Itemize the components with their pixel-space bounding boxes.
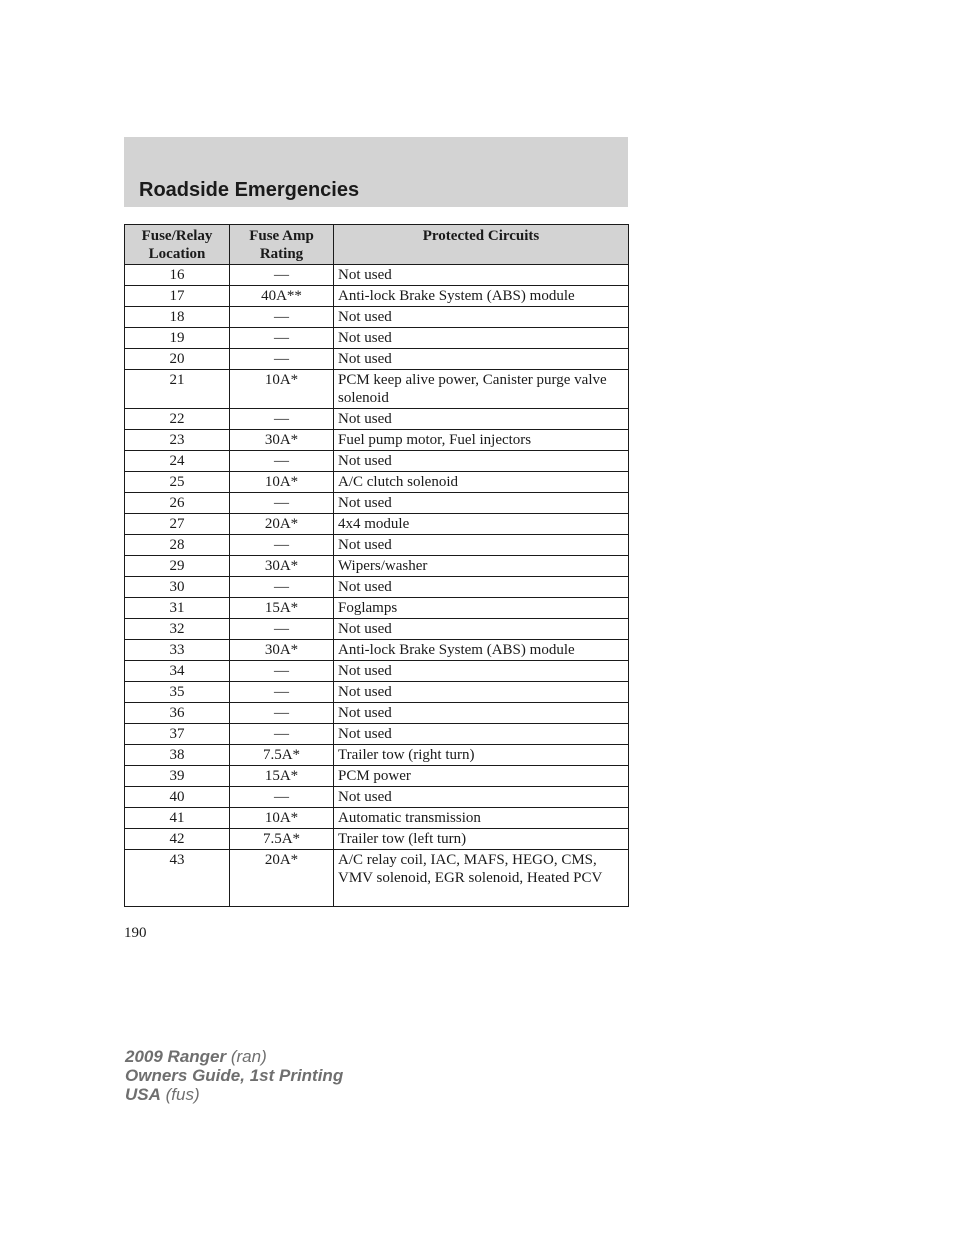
fuse-rating-cell: 10A* <box>230 472 334 493</box>
protected-circuits-cell: Not used <box>334 328 629 349</box>
footer-market-code: (fus) <box>165 1085 200 1104</box>
protected-circuits-cell: Not used <box>334 349 629 370</box>
table-row <box>125 535 629 556</box>
fuse-location-cell: 43 <box>125 850 230 907</box>
fuse-location-cell: 20 <box>125 349 230 370</box>
footer-market: USA <box>125 1085 161 1104</box>
column-header-rating: Fuse Amp Rating <box>230 225 334 265</box>
protected-circuits-cell: Not used <box>334 409 629 430</box>
fuse-location-cell: 40 <box>125 787 230 808</box>
protected-circuits-cell: Anti-lock Brake System (ABS) module <box>334 640 629 661</box>
fuse-location-cell: 25 <box>125 472 230 493</box>
fuse-rating-cell: 15A* <box>230 766 334 787</box>
fuse-location-cell: 35 <box>125 682 230 703</box>
protected-circuits-cell: Anti-lock Brake System (ABS) module <box>334 286 629 307</box>
protected-circuits-cell: Automatic transmission <box>334 808 629 829</box>
protected-circuits-cell: 4x4 module <box>334 514 629 535</box>
fuse-rating-cell: — <box>230 703 334 724</box>
table-row <box>125 829 629 850</box>
section-header-band <box>124 137 628 207</box>
fuse-rating-cell: 30A* <box>230 640 334 661</box>
table-row <box>125 766 629 787</box>
fuse-location-cell: 32 <box>125 619 230 640</box>
fuse-location-cell: 22 <box>125 409 230 430</box>
fuse-rating-cell: 30A* <box>230 556 334 577</box>
table-row <box>125 430 629 451</box>
fuse-rating-cell: 40A** <box>230 286 334 307</box>
fuse-location-cell: 30 <box>125 577 230 598</box>
footer-line-market <box>125 1085 343 1104</box>
protected-circuits-cell: Not used <box>334 265 629 286</box>
fuse-location-cell: 29 <box>125 556 230 577</box>
fuse-rating-cell: 15A* <box>230 598 334 619</box>
footer <box>125 1047 343 1104</box>
column-header-circuits: Protected Circuits <box>334 225 629 265</box>
table-row <box>125 703 629 724</box>
protected-circuits-cell: Trailer tow (right turn) <box>334 745 629 766</box>
fuse-location-cell: 19 <box>125 328 230 349</box>
protected-circuits-cell: Wipers/washer <box>334 556 629 577</box>
fuse-rating-cell: — <box>230 787 334 808</box>
table-row <box>125 307 629 328</box>
table-row <box>125 787 629 808</box>
fuse-location-cell: 34 <box>125 661 230 682</box>
table-row <box>125 472 629 493</box>
fuse-location-cell: 21 <box>125 370 230 409</box>
protected-circuits-cell: Not used <box>334 451 629 472</box>
table-row <box>125 850 629 907</box>
fuse-rating-cell: — <box>230 493 334 514</box>
fuse-location-cell: 23 <box>125 430 230 451</box>
fuse-rating-cell: 30A* <box>230 430 334 451</box>
protected-circuits-cell: PCM keep alive power, Canister purge valve solenoid <box>334 370 629 409</box>
fuse-rating-cell: — <box>230 451 334 472</box>
table-row <box>125 745 629 766</box>
protected-circuits-cell: Foglamps <box>334 598 629 619</box>
fuse-location-cell: 28 <box>125 535 230 556</box>
footer-guide: Owners Guide, 1st Printing <box>125 1066 344 1085</box>
fuse-rating-cell: — <box>230 682 334 703</box>
fuse-location-cell: 39 <box>125 766 230 787</box>
fuse-table-body <box>125 265 629 907</box>
fuse-location-cell: 37 <box>125 724 230 745</box>
fuse-rating-cell: — <box>230 307 334 328</box>
protected-circuits-cell: Not used <box>334 661 629 682</box>
table-row <box>125 682 629 703</box>
page-number: 190 <box>124 925 147 941</box>
table-row <box>125 349 629 370</box>
fuse-rating-cell: 20A* <box>230 850 334 907</box>
table-row <box>125 661 629 682</box>
table-row <box>125 556 629 577</box>
fuse-location-cell: 42 <box>125 829 230 850</box>
fuse-rating-cell: — <box>230 619 334 640</box>
fuse-rating-cell: 7.5A* <box>230 745 334 766</box>
fuse-location-cell: 24 <box>125 451 230 472</box>
fuse-rating-cell: 7.5A* <box>230 829 334 850</box>
table-row <box>125 598 629 619</box>
fuse-rating-cell: — <box>230 328 334 349</box>
fuse-location-cell: 16 <box>125 265 230 286</box>
fuse-location-cell: 38 <box>125 745 230 766</box>
protected-circuits-cell: Not used <box>334 682 629 703</box>
fuse-rating-cell: — <box>230 535 334 556</box>
fuse-location-cell: 36 <box>125 703 230 724</box>
footer-line-guide <box>125 1066 343 1085</box>
fuse-location-cell: 33 <box>125 640 230 661</box>
protected-circuits-cell: A/C clutch solenoid <box>334 472 629 493</box>
protected-circuits-cell: Not used <box>334 703 629 724</box>
table-row <box>125 724 629 745</box>
table-row <box>125 577 629 598</box>
footer-model: 2009 Ranger <box>125 1047 227 1066</box>
table-row <box>125 619 629 640</box>
table-row <box>125 808 629 829</box>
protected-circuits-cell: Not used <box>334 535 629 556</box>
fuse-rating-cell: 20A* <box>230 514 334 535</box>
table-row <box>125 493 629 514</box>
fuse-location-cell: 18 <box>125 307 230 328</box>
table-row <box>125 370 629 409</box>
protected-circuits-cell: Not used <box>334 787 629 808</box>
protected-circuits-cell: Not used <box>334 307 629 328</box>
table-row <box>125 286 629 307</box>
protected-circuits-cell: A/C relay coil, IAC, MAFS, HEGO, CMS, VMV solenoid, EGR solenoid, Heated PCV <box>334 850 629 907</box>
fuse-rating-cell: 10A* <box>230 370 334 409</box>
footer-line-model <box>125 1047 343 1066</box>
fuse-table <box>124 224 629 907</box>
fuse-rating-cell: 10A* <box>230 808 334 829</box>
table-row <box>125 451 629 472</box>
table-row <box>125 409 629 430</box>
fuse-rating-cell: — <box>230 265 334 286</box>
fuse-location-cell: 41 <box>125 808 230 829</box>
protected-circuits-cell: PCM power <box>334 766 629 787</box>
fuse-location-cell: 27 <box>125 514 230 535</box>
fuse-rating-cell: — <box>230 409 334 430</box>
protected-circuits-cell: Not used <box>334 493 629 514</box>
fuse-location-cell: 17 <box>125 286 230 307</box>
fuse-rating-cell: — <box>230 661 334 682</box>
footer-model-code: (ran) <box>230 1047 267 1066</box>
fuse-rating-cell: — <box>230 724 334 745</box>
protected-circuits-cell: Fuel pump motor, Fuel injectors <box>334 430 629 451</box>
table-row <box>125 328 629 349</box>
fuse-location-cell: 26 <box>125 493 230 514</box>
table-row <box>125 265 629 286</box>
fuse-rating-cell: — <box>230 349 334 370</box>
table-header-row <box>125 225 629 265</box>
column-header-location: Fuse/Relay Location <box>125 225 230 265</box>
table-row <box>125 514 629 535</box>
fuse-rating-cell: — <box>230 577 334 598</box>
section-title: Roadside Emergencies <box>139 179 360 201</box>
protected-circuits-cell: Not used <box>334 577 629 598</box>
protected-circuits-cell: Not used <box>334 619 629 640</box>
fuse-location-cell: 31 <box>125 598 230 619</box>
table-row <box>125 640 629 661</box>
protected-circuits-cell: Not used <box>334 724 629 745</box>
protected-circuits-cell: Trailer tow (left turn) <box>334 829 629 850</box>
